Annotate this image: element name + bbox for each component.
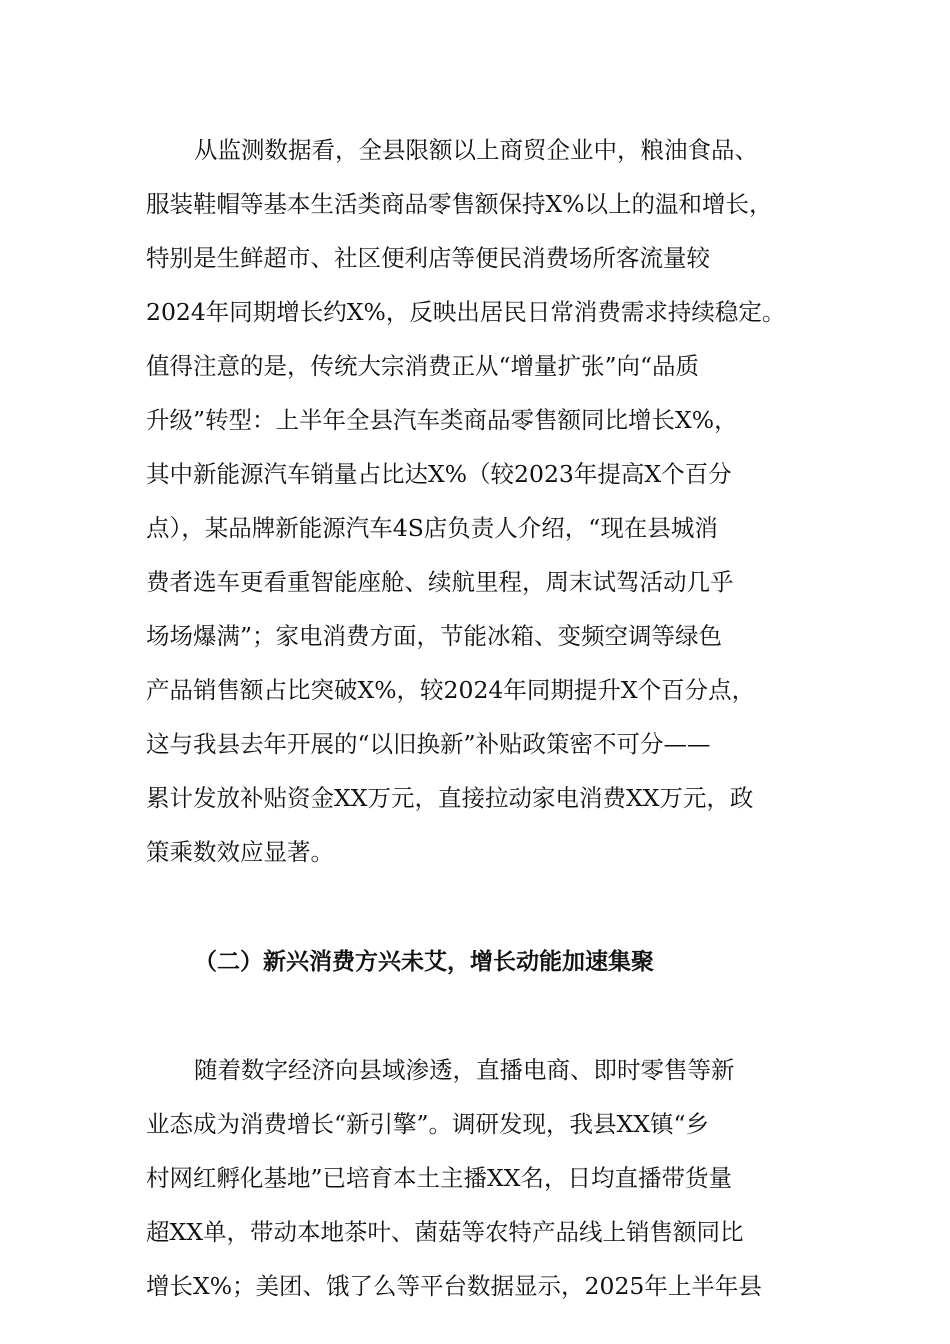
paragraph-2-line-2: 业态成为消费增长“新引擎”。调研发现，我县XX镇“乡 [146, 1110, 710, 1138]
paragraph-1-line-11: 产品销售额占比突破X%，较2024年同期提升X个百分点， [146, 676, 756, 704]
paragraph-2-line-1: 随着数字经济向县域渗透，直播电商、即时零售等新 [194, 1056, 735, 1084]
paragraph-1-line-14: 策乘数效应显著。 [146, 838, 334, 866]
paragraph-1-line-10: 场场爆满”；家电消费方面，节能冰箱、变频空调等绿色 [146, 622, 723, 650]
paragraph-2-line-3: 村网红孵化基地”已培育本土主播XX名，日均直播带货量 [146, 1164, 732, 1192]
paragraph-1-line-3: 特别是生鲜超市、社区便利店等便民消费场所客流量较 [146, 244, 710, 272]
paragraph-1-line-2: 服装鞋帽等基本生活类商品零售额保持X%以上的温和增长， [146, 190, 773, 218]
paragraph-1-line-8: 点），某品牌新能源汽车4S店负责人介绍，“现在县城消 [146, 514, 718, 542]
paragraph-1-line-13: 累计发放补贴资金XX万元，直接拉动家电消费XX万元，政 [146, 784, 754, 812]
paragraph-1-line-4: 2024年同期增长约X%，反映出居民日常消费需求持续稳定。 [146, 298, 786, 326]
paragraph-1-line-9: 费者选车更看重智能座舱、续航里程，周末试驾活动几乎 [146, 568, 734, 596]
paragraph-1-line-12: 这与我县去年开展的“以旧换新”补贴政策密不可分—— [146, 730, 711, 758]
paragraph-1-line-5: 值得注意的是，传统大宗消费正从“增量扩张”向“品质 [146, 352, 700, 380]
section-heading: （二）新兴消费方兴未艾，增长动能加速集聚 [194, 949, 654, 975]
paragraph-1-line-6: 升级”转型：上半年全县汽车类商品零售额同比增长X%， [146, 406, 738, 434]
paragraph-1-line-1: 从监测数据看，全县限额以上商贸企业中，粮油食品、 [194, 136, 758, 164]
paragraph-2-line-4: 超XX单，带动本地茶叶、菌菇等农特产品线上销售额同比 [146, 1218, 744, 1246]
paragraph-2-line-5: 增长X%；美团、饿了么等平台数据显示，2025年上半年县 [146, 1272, 762, 1300]
paragraph-1-line-7: 其中新能源汽车销量占比达X%（较2023年提高X个百分 [146, 460, 732, 488]
